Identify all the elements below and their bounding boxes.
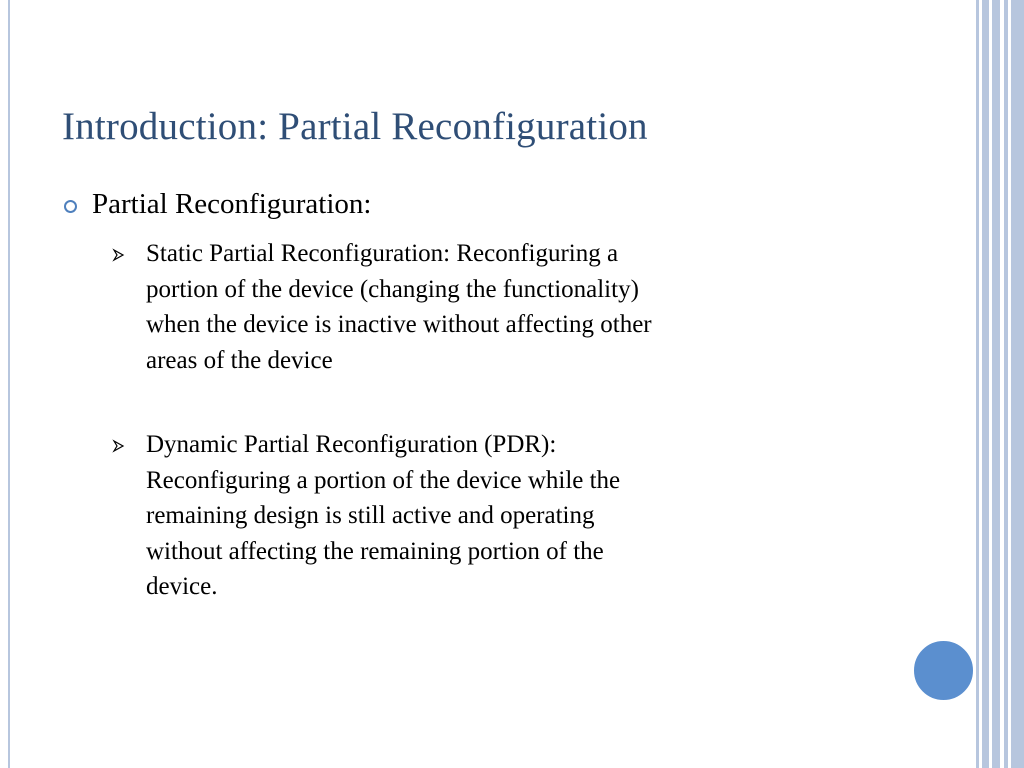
sub-bullet-line: remaining design is still active and operating [146,502,595,529]
sub-bullet-static [146,236,866,378]
right-stripe [1011,0,1024,768]
sub-bullet-line: Dynamic Partial Reconfiguration (PDR): [146,431,557,458]
arrowhead-bullet-icon [112,248,126,262]
sub-bullet-line: device. [146,573,218,600]
decorative-circle [912,639,975,702]
arrowhead-bullet-icon [112,439,126,453]
ring-bullet-icon [64,200,77,213]
slide-title: Introduction: Partial Reconfiguration [62,105,648,148]
bullet-text: Partial Reconfiguration: [92,188,372,220]
sub-bullet-line: Static Partial Reconfiguration: Reconfiguring a [146,240,619,267]
sub-bullet-dynamic [146,427,866,605]
sub-bullet-line: Reconfiguring a portion of the device while the [146,466,621,494]
right-stripe [992,0,1000,768]
right-stripe [982,0,989,768]
sub-bullet-line: without affecting the remaining portion of the [146,537,604,565]
sub-bullet-line: portion of the device (changing the functionality) [146,275,639,303]
sub-bullet-line: when the device is inactive without affecting other [146,311,652,338]
left-frame-line [8,0,10,768]
sub-bullet-line: areas of the device [146,346,333,374]
